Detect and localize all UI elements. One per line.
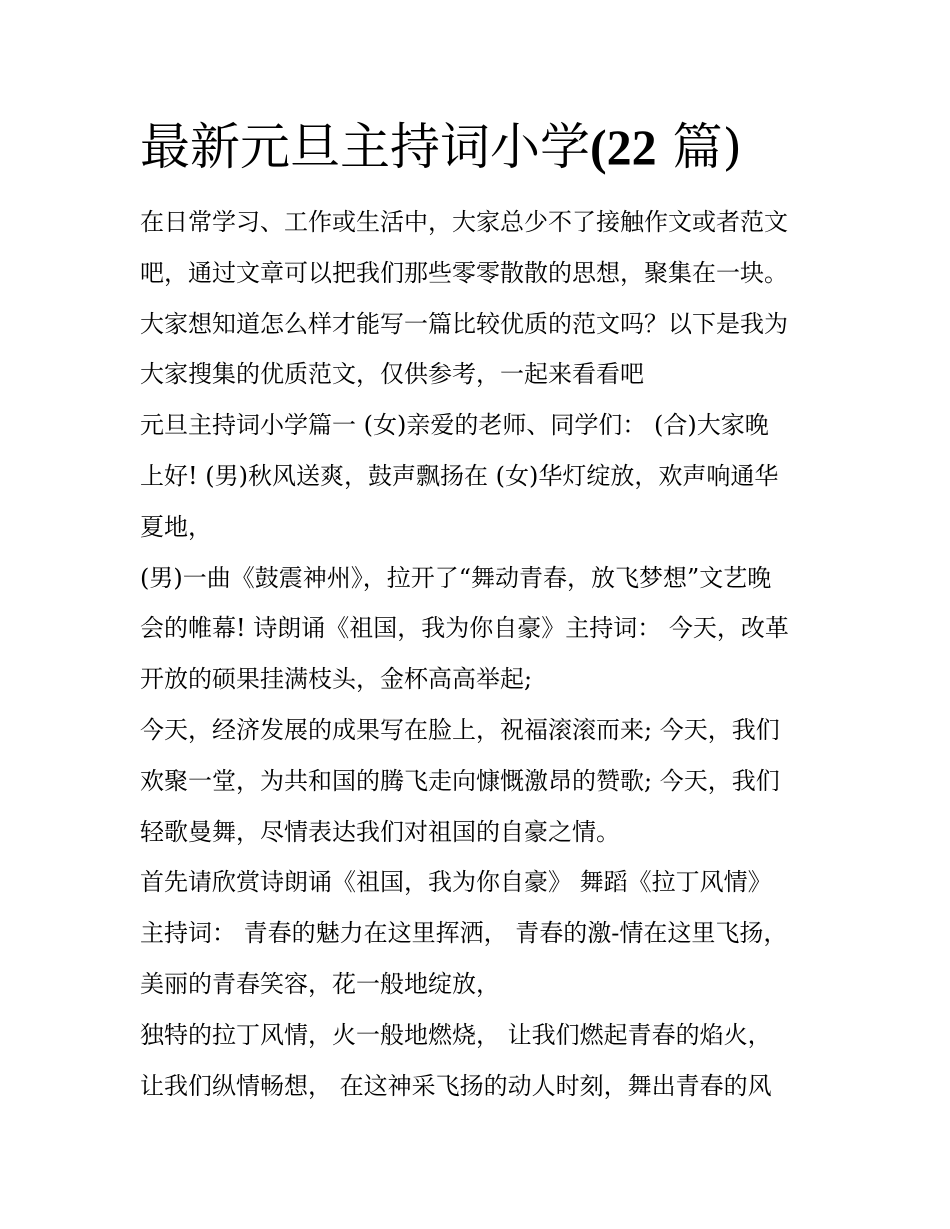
text-line: 大家想知道怎么样才能写一篇比较优质的范文吗？以下是我为 <box>140 309 788 338</box>
text-line: 吧，通过文章可以把我们那些零零散散的思想，聚集在一块。 <box>140 258 788 287</box>
title-suffix: 篇) <box>656 118 743 176</box>
document-title <box>140 116 742 178</box>
text-line: 欢聚一堂，为共和国的腾飞走向慷慨激昂的赞歌; 今天，我们 <box>140 766 780 795</box>
text-line: 轻歌曼舞，尽情表达我们对祖国的自豪之情。 <box>140 817 620 846</box>
text-line: 让我们纵情畅想， 在这神采飞扬的动人时刻，舞出青春的风 <box>140 1071 772 1100</box>
title-main: 最新元旦主持词小学 <box>140 118 590 176</box>
document-body <box>140 197 840 1111</box>
text-line: 独特的拉丁风情，火一般地燃烧， 让我们燃起青春的焰火， <box>140 1020 772 1049</box>
text-line: 元旦主持词小学篇一 (女)亲爱的老师、同学们： (合)大家晚 <box>140 411 769 440</box>
text-line: 在日常学习、工作或生活中，大家总少不了接触作文或者范文 <box>140 208 788 236</box>
text-line: 开放的硕果挂满枝头，金杯高高举起; <box>140 665 533 694</box>
text-line: 今天，经济发展的成果写在脸上，祝福滚滚而来; 今天，我们 <box>140 715 780 744</box>
text-line: (男)一曲《鼓震神州》，拉开了“舞动青春，放飞梦想”文艺晚 <box>140 563 772 592</box>
text-line: 首先请欣赏诗朗诵《祖国，我为你自豪》 舞蹈《拉丁风情》 <box>140 868 772 897</box>
title-paren-open: ( <box>590 119 607 175</box>
text-line: 夏地， <box>140 512 212 541</box>
title-number: 22 <box>606 119 657 175</box>
text-line: 上好! (男)秋风送爽，鼓声飘扬在 (女)华灯绽放，欢声响通华 <box>140 461 779 490</box>
text-line: 会的帷幕! 诗朗诵《祖国，我为你自豪》主持词： 今天，改革 <box>140 614 789 643</box>
text-line: 大家搜集的优质范文，仅供参考，一起来看看吧 <box>140 360 644 389</box>
text-line: 主持词： 青春的魅力在这里挥洒， 青春的激-情在这里飞扬， <box>140 919 788 948</box>
text-line: 美丽的青春笑容，花一般地绽放， <box>140 969 500 998</box>
